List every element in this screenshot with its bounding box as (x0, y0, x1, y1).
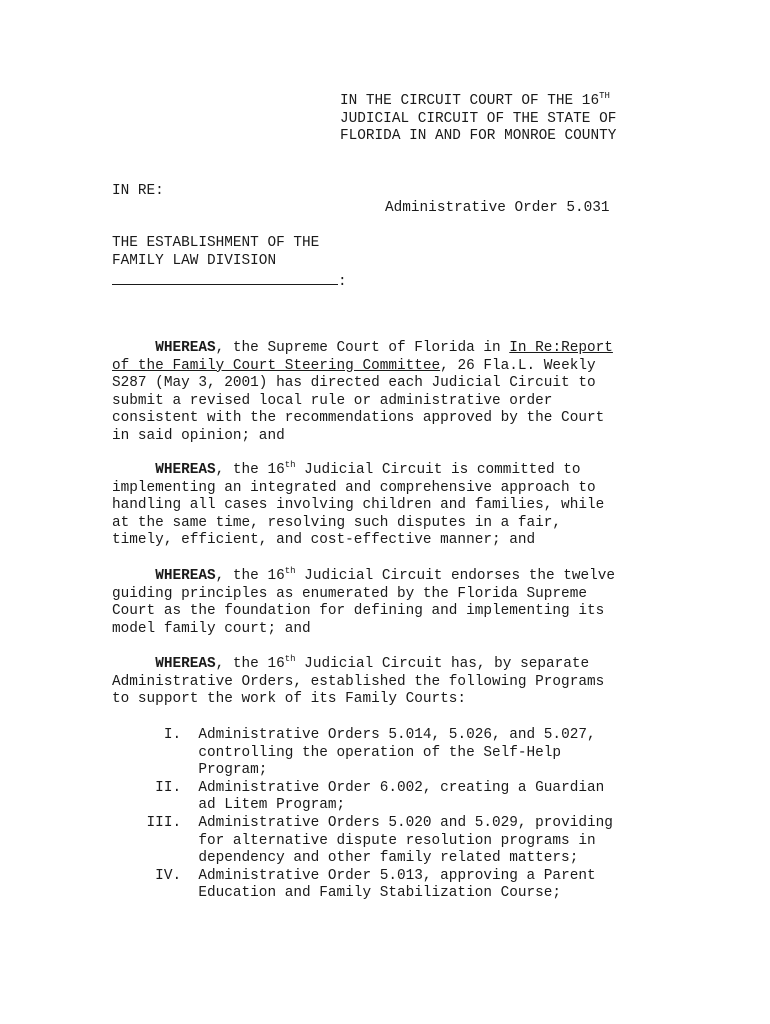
caption-colon: : (338, 274, 347, 290)
caption-underline (112, 270, 338, 285)
whereas-paragraph-3 (112, 568, 615, 638)
program-list-item (112, 727, 613, 780)
whereas-keyword: WHEREAS (155, 340, 216, 356)
program-list (112, 727, 613, 903)
court-line-2: JUDICIAL CIRCUIT OF THE STATE OF (340, 110, 617, 127)
whereas-paragraph-1 (112, 340, 613, 446)
court-line-3: FLORIDA IN AND FOR MONROE COUNTY (340, 128, 617, 145)
program-text-line: Administrative Orders 5.014, 5.026, and 5.027, (181, 727, 596, 743)
whereas-keyword: WHEREAS (155, 568, 216, 584)
p3-line-2: guiding principles as enumerated by the Florida Supreme (112, 585, 587, 602)
program-text-line: for alternative dispute resolution programs in (198, 832, 596, 849)
p4-sup: th (284, 654, 296, 664)
p3-line-1-a: , the 16 (215, 568, 285, 584)
whereas-keyword: WHEREAS (155, 656, 216, 672)
order-number: Administrative Order 5.031 (385, 200, 610, 216)
program-text-line: Education and Family Stabilization Course; (198, 885, 562, 902)
p2-line-2: implementing an integrated and comprehensive approach to (112, 479, 596, 496)
program-text-line: ad Litem Program; (198, 797, 346, 814)
program-list-item (112, 780, 613, 815)
p3-line-4: model family court; and (112, 620, 311, 637)
program-text-line: dependency and other family related matters; (198, 850, 579, 867)
p2-line-1-a: , the 16 (215, 462, 285, 478)
case-title-line-2: FAMILY LAW DIVISION (112, 252, 277, 269)
p1-line-6: in said opinion; and (112, 427, 285, 444)
court-heading (340, 93, 616, 146)
program-number: I. (112, 727, 182, 743)
p2-line-4: at the same time, resolving such disputes in a fair, (112, 514, 562, 531)
court-line-1-sup: TH (599, 91, 610, 101)
case-citation-part-1: In Re:Report (509, 340, 613, 356)
p3-sup: th (284, 566, 296, 576)
p2-line-5: timely, efficient, and cost-effective manner; and (112, 532, 536, 549)
court-line-1 (340, 93, 610, 109)
whereas-paragraph-4 (112, 656, 604, 709)
p4-line-2: Administrative Orders, established the following Programs (112, 673, 605, 690)
p1-line-1-text: , the Supreme Court of Florida in (215, 340, 510, 356)
program-text-line: Administrative Order 6.002, creating a Guardian (181, 779, 605, 796)
whereas-paragraph-2 (112, 462, 604, 550)
program-text-line: Administrative Order 5.013, approving a Parent (181, 867, 596, 884)
p1-line-4: submit a revised local rule or administrative order (112, 392, 553, 409)
program-number: III. (112, 814, 182, 831)
p4-line-1-b: Judicial Circuit has, by separate (295, 656, 590, 672)
program-list-item (112, 868, 613, 903)
p2-line-1-b: Judicial Circuit is committed to (295, 462, 581, 478)
case-title-line-1: THE ESTABLISHMENT OF THE (112, 235, 320, 251)
program-list-item (112, 815, 613, 868)
p4-line-1-a: , the 16 (215, 656, 285, 672)
whereas-keyword: WHEREAS (155, 462, 216, 478)
case-title (112, 235, 319, 270)
program-number: II. (112, 779, 182, 796)
program-text-line: controlling the operation of the Self-Help (198, 744, 562, 761)
program-text-line: Program; (198, 762, 268, 779)
p1-line-2-text: , 26 Fla.L. Weekly (440, 357, 596, 374)
case-citation-part-2: of the Family Court Steering Committee (112, 357, 441, 374)
caption-rule (112, 270, 347, 292)
in-re-label: IN RE: (112, 183, 164, 199)
p3-line-1-b: Judicial Circuit endorses the twelve (295, 568, 616, 584)
p2-line-3: handling all cases involving children and families, while (112, 497, 605, 514)
program-text-line: Administrative Orders 5.020 and 5.029, providing (181, 814, 613, 831)
p1-line-5: consistent with the recommendations approved by the Court (112, 410, 605, 427)
p3-line-3: Court as the foundation for defining and implementing its (112, 603, 605, 620)
court-line-1-text: IN THE CIRCUIT COURT OF THE 16 (340, 93, 600, 109)
p1-line-3: S287 (May 3, 2001) has directed each Judicial Circuit to (112, 375, 596, 392)
p2-sup: th (284, 460, 296, 470)
program-number: IV. (112, 867, 182, 884)
p4-line-3: to support the work of its Family Courts: (112, 691, 467, 708)
